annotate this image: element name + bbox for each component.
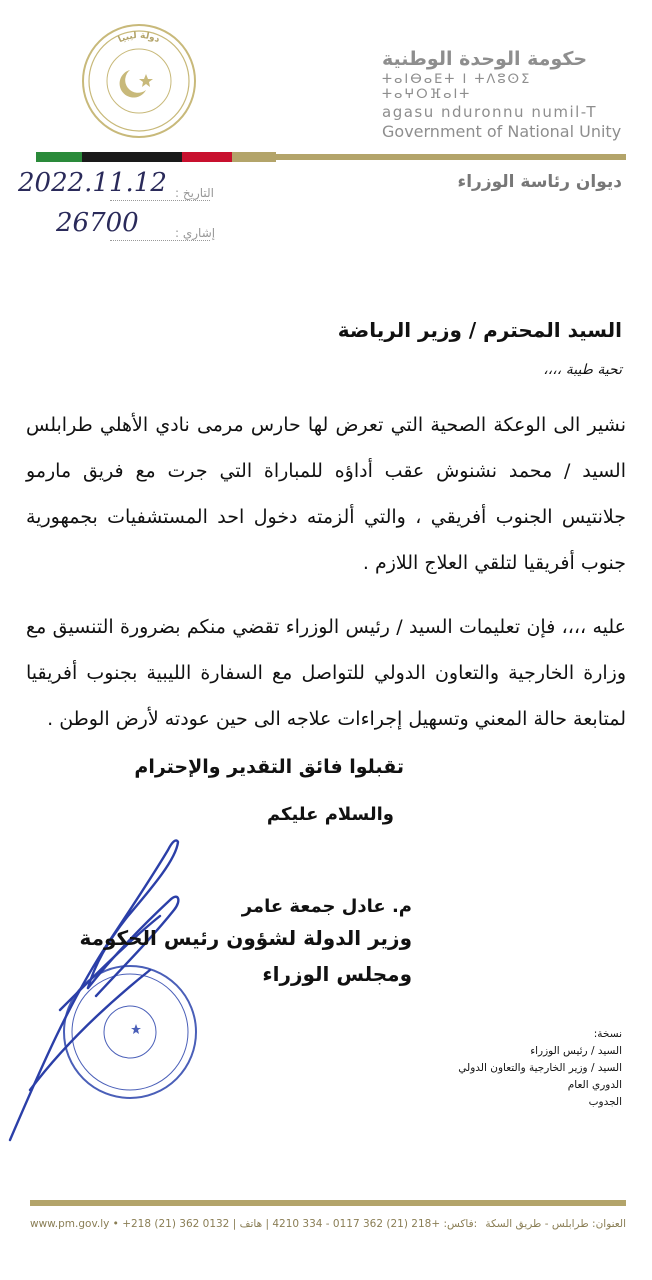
reference-value: 26700 xyxy=(56,208,139,238)
body-paragraph-1: نشير الى الوعكة الصحية التي تعرض لها حارس مرمى نادي الأهلي طرابلس السيد / محمد نشنوش عقب أداؤه للمباراة التي جرت مع فريق مارمو جلانتيس الجنوب أفريقي ، والتي ألزمته دخول احد المستشفيات بجمهورية جنوب أفريقيا لتلقي العلاج اللازم . xyxy=(26,414,626,574)
greeting: تحية طيبة ،،،، xyxy=(543,362,622,378)
footer-address: العنوان: طرابلس - طريق السكة xyxy=(485,1218,626,1230)
header-divider xyxy=(276,154,626,160)
closing-line: تقبلوا فائق التقدير والإحترام xyxy=(134,756,404,778)
signatory-title-line-1: وزير الدولة لشؤون رئيس الحكومة xyxy=(79,926,412,950)
date-line xyxy=(110,200,210,201)
signatory-title-line-2: ومجلس الوزراء xyxy=(262,962,412,986)
footer-divider xyxy=(30,1200,626,1206)
flag-color-bar xyxy=(36,152,276,162)
reference-line xyxy=(110,240,210,241)
date-label: التاريخ : xyxy=(175,186,215,200)
body-paragraph-2: عليه ،،،، فإن تعليمات السيد / رئيس الوزراء تقضي منكم بضرورة التنسيق مع وزارة الخارجية والتعاون الدولي للتواصل مع السفارة الليبية بجنوب أفريقيا لمتابعة حالة المعني وتسهيل إجراءات علاجه الى حين عودته لأرض الوطن . xyxy=(26,616,626,730)
signature-and-stamp xyxy=(0,820,260,1160)
reference-label: إشاري : xyxy=(175,226,216,240)
signatory-name: م. عادل جمعة عامر xyxy=(241,896,412,917)
government-seal xyxy=(80,22,198,140)
handwritten-signature xyxy=(10,840,178,1140)
salutation: والسلام عليكم xyxy=(266,804,394,825)
copy-to-item: الجدوب xyxy=(588,1096,622,1108)
government-name-amazigh-latin: agasu nduronnu numil-T xyxy=(382,103,597,121)
flag-green-segment xyxy=(36,152,82,162)
footer-contact: www.pm.gov.ly • +218 (21) 362 0132 | فاكس: +218 (21) 362 0117 - 334 4210 | هاتف: xyxy=(30,1218,478,1230)
svg-text:دولة ليبيا: دولة ليبيا xyxy=(116,30,162,46)
government-name-block xyxy=(382,48,622,141)
government-name-arabic: حكومة الوحدة الوطنية xyxy=(382,48,588,70)
date-value: 2022.11.12 xyxy=(18,168,167,198)
copy-to-item: السيد / رئيس الوزراء xyxy=(530,1045,622,1057)
flag-red-segment xyxy=(182,152,232,162)
copy-to-heading: نسخة: xyxy=(593,1028,622,1040)
government-name-english: Government of National Unity xyxy=(382,122,622,141)
copy-to-list xyxy=(382,1026,622,1111)
office-title: ديوان رئاسة الوزراء xyxy=(457,172,622,192)
flag-black-segment xyxy=(82,152,182,162)
copy-to-item: الدوري العام xyxy=(567,1079,622,1091)
copy-to-item: السيد / وزير الخارجية والتعاون الدولي xyxy=(458,1062,622,1074)
flag-gold-segment xyxy=(232,152,276,162)
government-name-tifinagh: ⵜⴰⵏⴱⴰⴹⵜ ⵏ ⵜⴷⵓⵙⵉ ⵜⴰⵖⵔⴼⴰⵏⵜ xyxy=(382,72,532,102)
addressee: السيد المحترم / وزير الرياضة xyxy=(337,318,622,342)
